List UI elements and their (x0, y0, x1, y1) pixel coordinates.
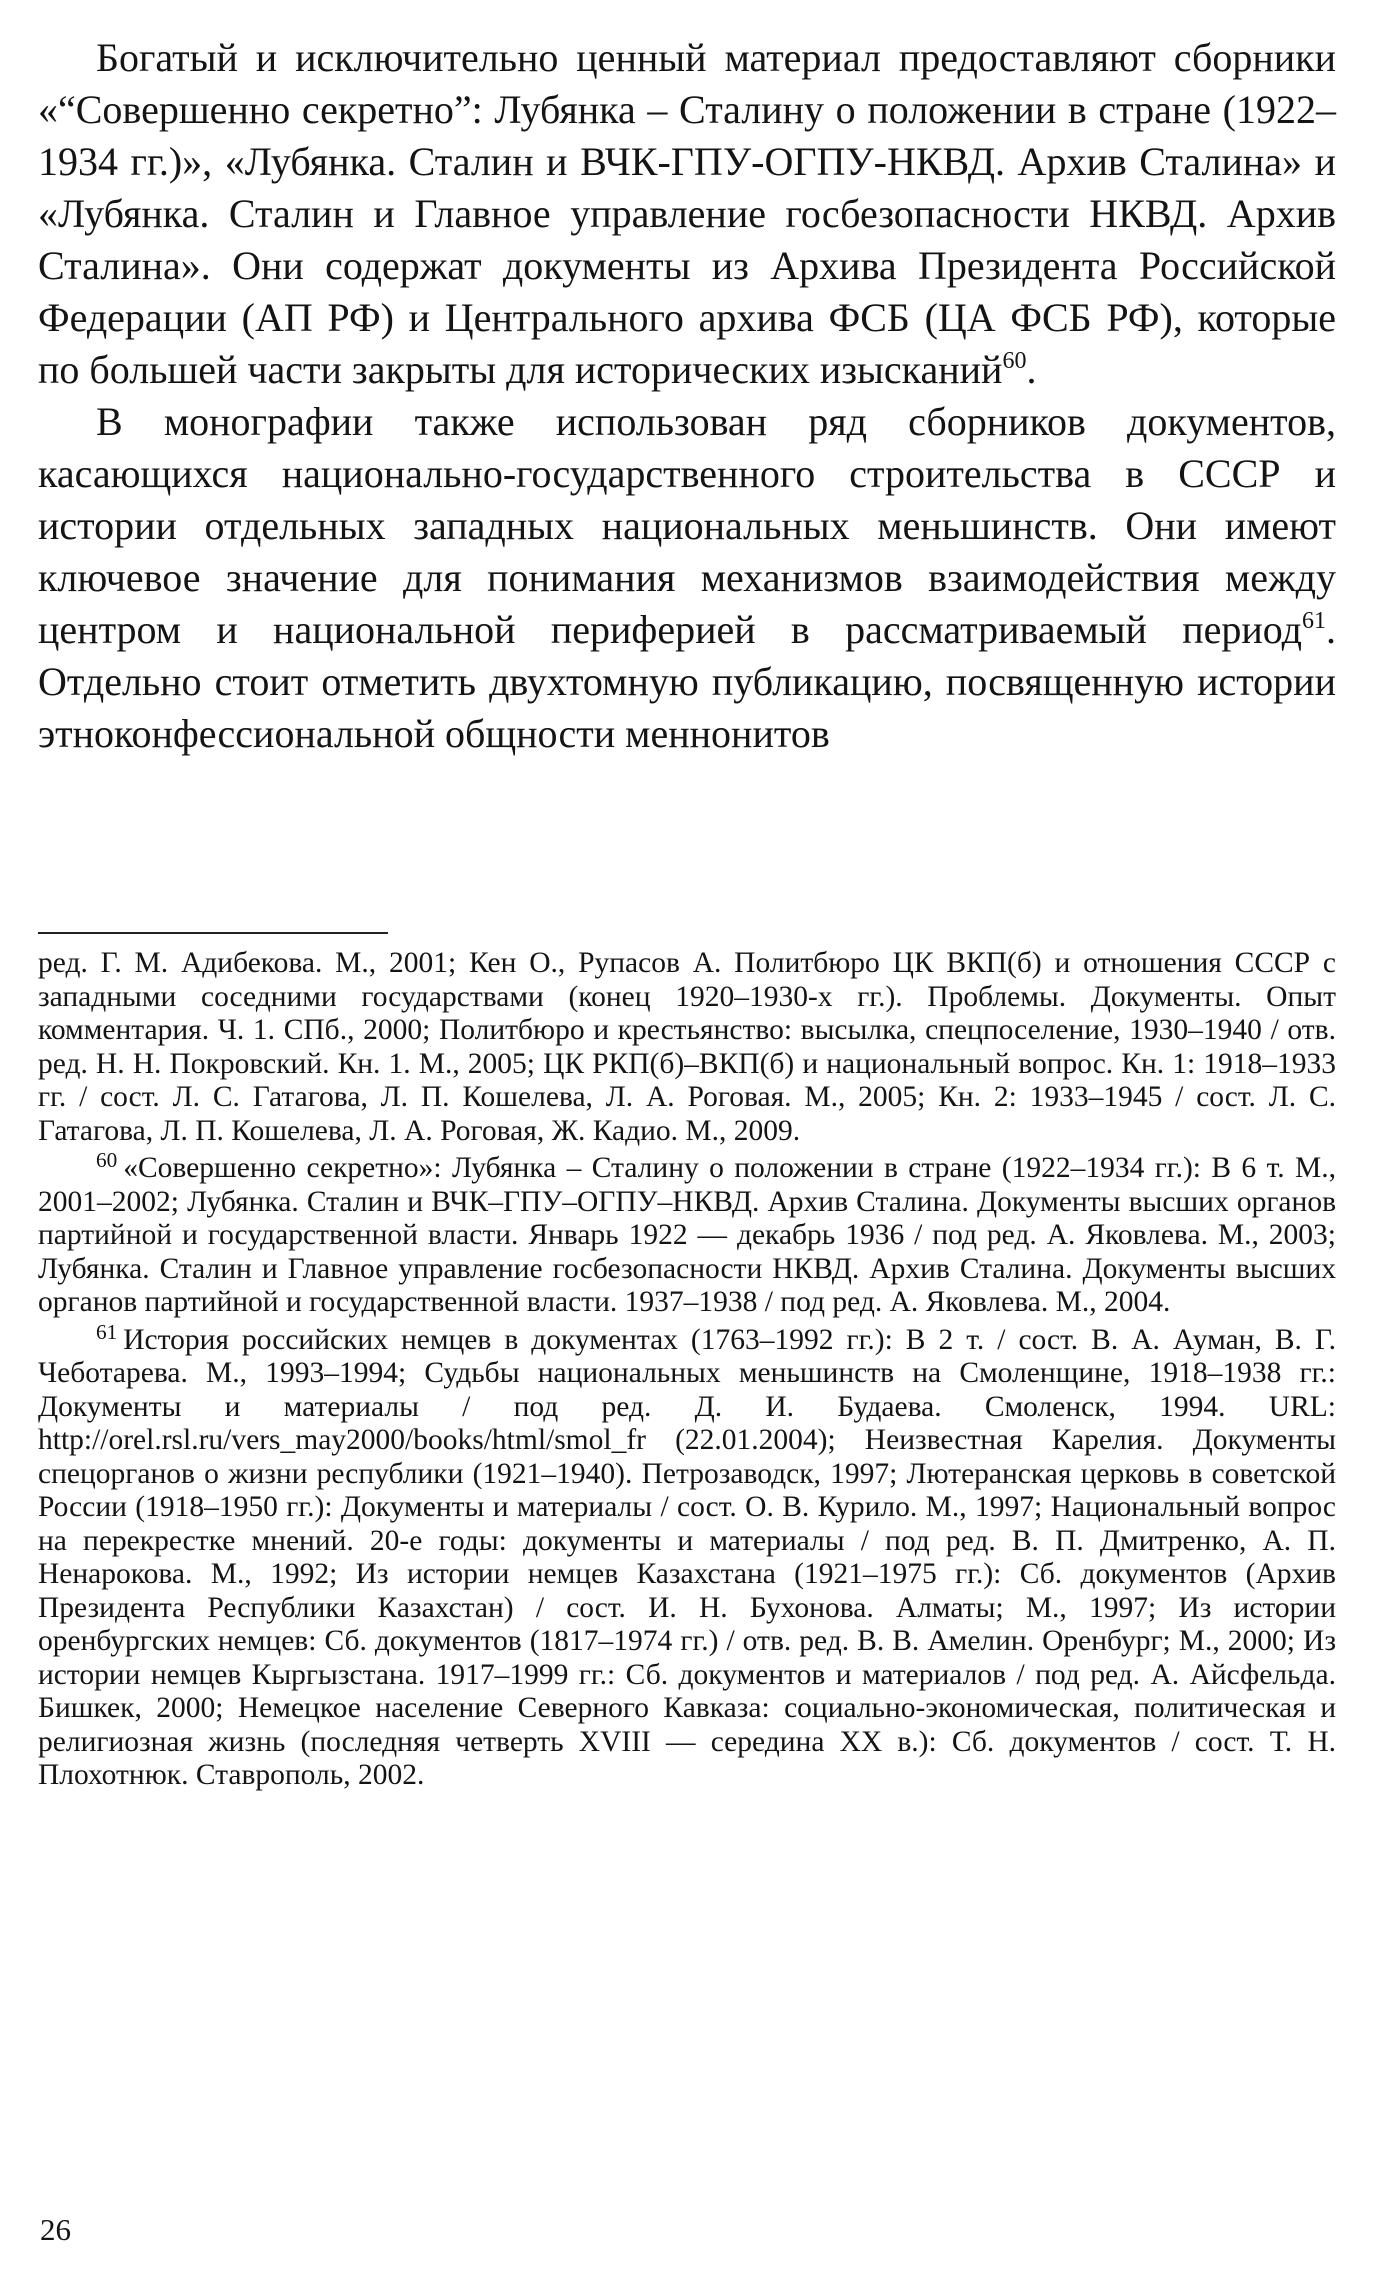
footnote-reference[interactable]: 61 (1302, 608, 1326, 635)
body-paragraph: Богатый и исключительно ценный материал предоставляют сборники «“Совершенно секретно”: Лубянка – Сталину о положении в стране (1922–1934 гг.)», «Лубянка. Сталин и ВЧК-ГПУ-ОГПУ-НКВД. Архив Сталина» и «Лубянка. Сталин и Главное управление госбезопасности НКВД. Архив Сталина». Они содержат документы из Архива Президента Российской Федерации (АП РФ) и Центрального архива ФСБ (ЦА ФСБ РФ), которые по большей части закрыты для исторических изысканий$^{60}$. (38, 35, 1336, 392)
footnote-text: «Совершенно секретно»: Лубянка – Сталину о положении в стране (1922–1934 гг.): В 6 т. М., 2001–2002; Лубянка. Сталин и ВЧК–ГПУ–ОГПУ–НКВД. Архив Сталина. Документы высших органов партийной и государственной власти. Январь 1922 — декабрь 1936 / под ред. А. Яковлева. М., 2003; Лубянка. Сталин и Главное управление госбезопасности НКВД. Архив Сталина. Документы высших органов партийной и государственной власти. 1937–1938 / под ред. А. Яковлева. М., 2004. (38, 1152, 1336, 1318)
footnote-text: История российских немцев в документах (1763–1992 гг.): В 2 т. / сост. В. А. Ауман, В. Г. Чеботарева. М., 1993–1994; Судьбы национальных меньшинств на Смоленщине, 1918–1938 гг.: Документы и материалы / под ред. Д. И. Будаева. Смоленск, 1994. URL: http://orel.rsl.ru/vers_may2000/books/html/smol_fr (22.01.2004); Неизвестная Карелия. Документы спецорганов о жизни республики (1921–1940). Петрозаводск, 1997; Лютеранская церковь в советской России (1918–1950 гг.): Документы и материалы / сост. О. В. Курило. М., 1997; Национальный вопрос на перекрестке мнений. 20-е годы: документы и материалы / под ред. В. П. Дмитренко, А. П. Ненарокова. М., 1992; Из истории немцев Казахстана (1921–1975 гг.): Сб. документов (Архив Президента Республики Казахстан) / сост. И. Н. Бухонова. Алматы; М., 1997; Из истории оренбургских немцев: Сб. документов (1817–1974 гг.) / отв. ред. В. В. Амелин. Оренбург; М., 2000; Из истории немцев Кыргызстана. 1917–1999 гг.: Сб. документов и материалов / под ред. А. Айсфельда. Бишкек, 2000; Немецкое население Северного Кавказа: социально-экономическая, политическая и религиозная жизнь (последняя четверть XVIII — середина XX в.): Сб. документов / сост. Т. Н. Плохотнюк. Ставрополь, 2002. (38, 1323, 1336, 1791)
footnote-marker: 60 (96, 1148, 118, 1173)
footnote-61 (38, 1319, 1336, 1793)
body-paragraph: В монографии также использован ряд сборников документов, касающихся национально-государственного строительства в СССР и истории отдельных западных национальных меньшинств. Они имеют ключевое значение для понимания механизмов взаимодействия между центром и национальной периферией в рассматриваемый период$^{61}$. Отдельно стоит отметить двухтомную публикацию, посвященную истории этноконфессиональной общности меннонитов (38, 399, 1336, 756)
footnote-marker: 61 (96, 1319, 118, 1344)
footnote-60 (38, 1148, 1336, 1320)
main-text (38, 32, 1336, 760)
page-number: 26 (40, 2212, 71, 2247)
footnote-continuation: ред. Г. М. Адибекова. М., 2001; Кен О., Рупасов А. Политбюро ЦК ВКП(б) и отношения СССР с западными соседними государствами (конец 1920–1930-х гг.). Проблемы. Документы. Опыт комментария. Ч. 1. СПб., 2000; Политбюро и крестьянство: высылка, спецпоселение, 1930–1940 / отв. ред. Н. Н. Покровский. Кн. 1. М., 2005; ЦК РКП(б)–ВКП(б) и национальный вопрос. Кн. 1: 1918–1933 гг. / сост. Л. С. Гатагова, Л. П. Кошелева, Л. А. Роговая. М., 2005; Кн. 2: 1933–1945 / сост. Л. С. Гатагова, Л. П. Кошелева, Л. А. Роговая, Ж. Кадио. М., 2009. (38, 947, 1336, 1147)
footnote-separator (38, 932, 388, 934)
footnotes (38, 947, 1336, 1797)
footnote-reference[interactable]: 60 (1002, 348, 1027, 375)
